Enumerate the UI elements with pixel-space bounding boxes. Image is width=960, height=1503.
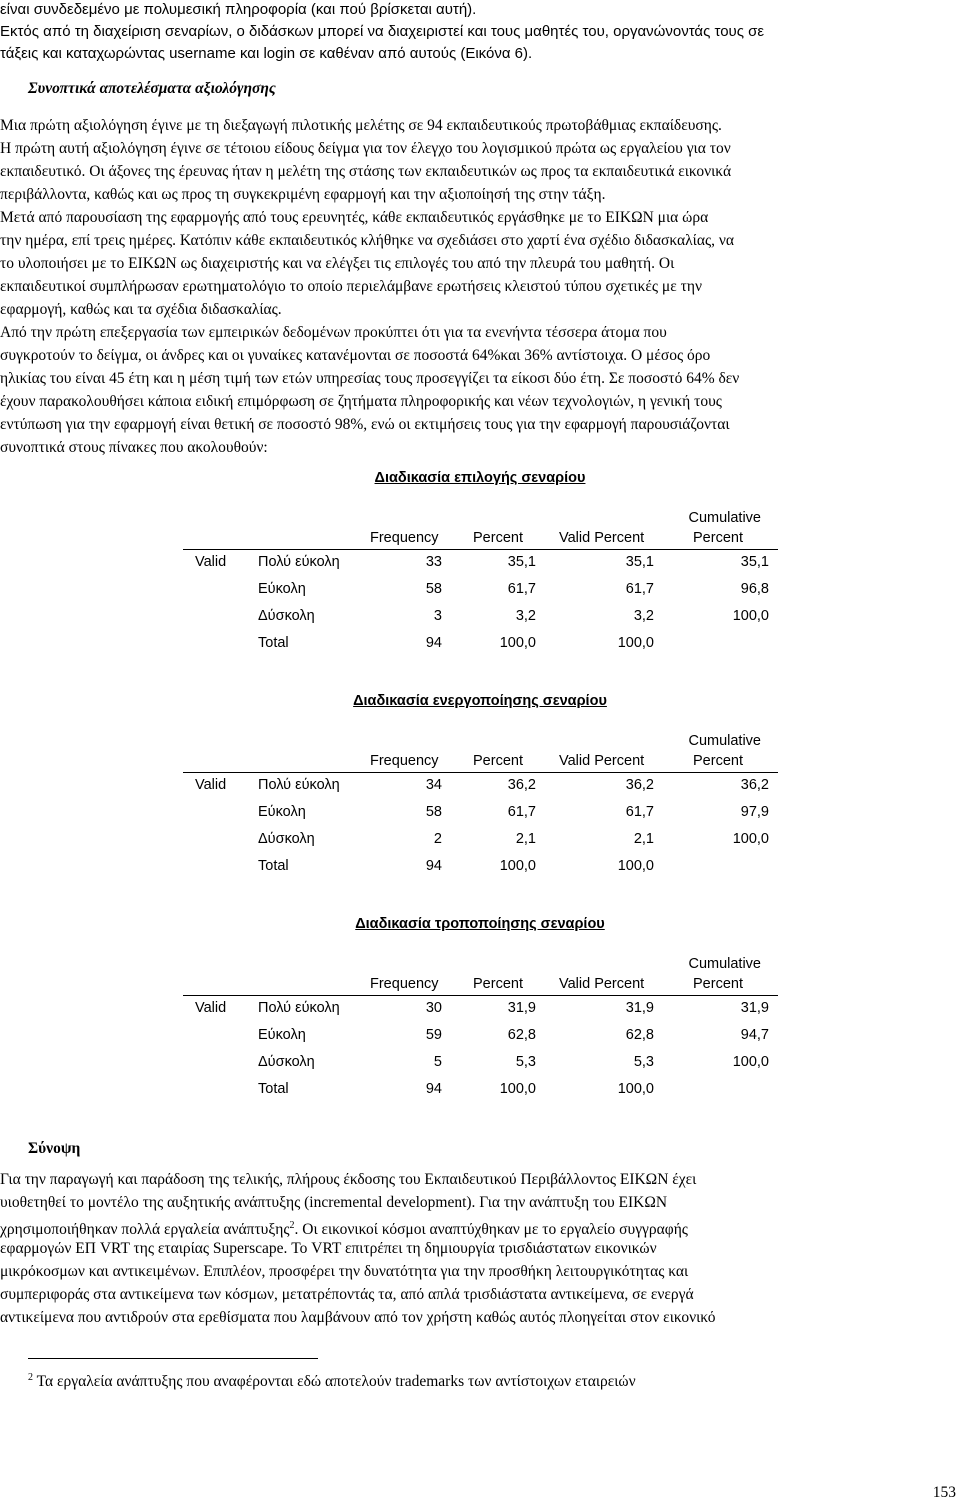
intro-line: τάξεις και καταχωρώντας username και login σε καθέναν από αυτούς (Εικόνα 6). — [0, 45, 533, 62]
text-line: Μετά από παρουσίαση της εφαρμογής από τους ερευνητές, κάθε εκπαιδευτικός εργάσθηκε με το ΕΙΚΩΝ μια ώρα — [0, 209, 709, 226]
row-frequency: 58 — [425, 581, 442, 597]
row-cumulative: 36,2 — [740, 777, 769, 793]
row-valid-percent: 100,0 — [617, 858, 654, 874]
row-cumulative: 97,9 — [740, 804, 769, 820]
row-frequency: 34 — [425, 777, 442, 793]
row-valid-percent: 62,8 — [625, 1027, 654, 1043]
row-cumulative: 31,9 — [740, 1000, 769, 1016]
row-frequency: 3 — [433, 608, 442, 624]
footnote-number: 2 — [28, 1372, 33, 1383]
row-cumulative: 100,0 — [732, 831, 769, 847]
header-cumulative-percent: Percent — [693, 753, 743, 769]
row-frequency: 33 — [425, 554, 442, 570]
row-label: Δύσκολη — [258, 831, 315, 847]
row-label: Total — [258, 858, 289, 874]
text-line: εφαρμογή, καθώς και τα σχέδια διδασκαλίας. — [0, 301, 282, 318]
row-cumulative: 94,7 — [740, 1027, 769, 1043]
text-line: Από την πρώτη επεξεργασία των εμπειρικών δεδομένων προκύπτει ότι για τα ενενήντα τέσσερα άτομα που — [0, 324, 667, 341]
text-line: έχουν παρακολουθήσει κάποια ειδική επιμόρφωση σε ζητήματα πληροφορικής και νέων τεχνολογιών, η γενική τους — [0, 393, 722, 410]
text-line: Για την παραγωγή και παράδοση της τελικής, πλήρους έκδοσης του Εκπαιδευτικού Περιβάλλοντος ΕΙΚΩΝ έχει — [0, 1171, 697, 1188]
row-label: Εύκολη — [258, 804, 306, 820]
row-valid-percent: 36,2 — [625, 777, 654, 793]
row-frequency: 94 — [425, 858, 442, 874]
intro-line: Εκτός από τη διαχείριση σεναρίων, ο διδάσκων μπορεί να διαχειριστεί και τους μαθητές του, οργανώνοντάς τους σε — [0, 23, 765, 40]
row-frequency: 5 — [433, 1054, 442, 1070]
row-label: Πολύ εύκολη — [258, 1000, 340, 1016]
row-label: Πολύ εύκολη — [258, 554, 340, 570]
row-valid-percent: 3,2 — [633, 608, 654, 624]
row-percent: 100,0 — [499, 858, 536, 874]
group-label: Valid — [195, 554, 227, 570]
table-title: Διαδικασία επιλογής σεναρίου — [374, 470, 586, 486]
text-line: εφαρμογών ΕΠ VRT της εταιρίας Superscape. Το VRT επιτρέπει τη δημιουργία τρισδιάστατων εικονικών — [0, 1240, 657, 1257]
row-valid-percent: 100,0 — [617, 635, 654, 651]
text-line: περιβάλλοντα, καθώς και ως προς τη συγκεκριμένη εφαρμογή και την αξιοποίησή της στην τάξη. — [0, 186, 606, 203]
row-valid-percent: 2,1 — [633, 831, 654, 847]
row-label: Total — [258, 635, 289, 651]
table-title: Διαδικασία ενεργοποίησης σεναρίου — [353, 693, 607, 709]
text-line: συνοπτικά στους πίνακες που ακολουθούν: — [0, 439, 268, 456]
section-heading: Συνοπτικά αποτελέσματα αξιολόγησης — [28, 80, 276, 97]
row-label: Πολύ εύκολη — [258, 777, 340, 793]
row-cumulative: 100,0 — [732, 608, 769, 624]
row-percent: 31,9 — [507, 1000, 536, 1016]
intro-line: είναι συνδεδεμένο με πολυμεσική πληροφορία (και πού βρίσκεται αυτή). — [0, 1, 477, 18]
header-cumulative: Cumulative — [688, 510, 761, 526]
footnote-text: Τα εργαλεία ανάπτυξης που αναφέρονται εδώ αποτελούν trademarks των αντίστοιχων εταιρειών — [33, 1373, 636, 1390]
text-segment: . Οι εικονικοί κόσμοι αναπτύχθηκαν με το εργαλείο συγγραφής — [294, 1221, 688, 1238]
group-label: Valid — [195, 1000, 227, 1016]
row-valid-percent: 31,9 — [625, 1000, 654, 1016]
header-percent: Percent — [473, 530, 523, 546]
text-line — [0, 1216, 688, 1240]
row-percent: 5,3 — [515, 1054, 536, 1070]
row-valid-percent: 61,7 — [625, 804, 654, 820]
footnote-rule — [28, 1358, 318, 1359]
synopsis-title: Σύνοψη — [28, 1140, 81, 1157]
header-percent: Percent — [473, 976, 523, 992]
header-frequency: Frequency — [370, 530, 439, 546]
text-line: υιοθετηθεί το μοντέλο της αυξητικής ανάπτυξης (incremental development). Για την ανάπτυξη του ΕΙΚΩΝ — [0, 1194, 668, 1211]
header-valid-percent: Valid Percent — [559, 530, 645, 546]
header-cumulative-percent: Percent — [693, 976, 743, 992]
row-valid-percent: 5,3 — [633, 1054, 654, 1070]
row-label: Total — [258, 1081, 289, 1097]
row-label: Δύσκολη — [258, 608, 315, 624]
row-frequency: 58 — [425, 804, 442, 820]
text-line: εντύπωση για την εφαρμογή είναι θετική σε ποσοστό 98%, ενώ οι εκτιμήσεις τους για την εφαρμογή παρουσιάζονται — [0, 416, 730, 433]
text-line: ηλικίας του είναι 45 έτη και η μέση τιμή των ετών υπηρεσίας τους προσεγγίζει τα είκοσι δύο έτη. Σε ποσοστό 64% δεν — [0, 370, 740, 387]
page-number: 153 — [932, 1484, 956, 1501]
header-frequency: Frequency — [370, 976, 439, 992]
row-frequency: 30 — [425, 1000, 442, 1016]
group-label: Valid — [195, 777, 227, 793]
row-frequency: 2 — [433, 831, 442, 847]
row-percent: 100,0 — [499, 1081, 536, 1097]
text-line: μικρόκοσμων και αντικειμένων. Επιπλέον, προσφέρει την δυνατότητα για την προσθήκη λειτουργικότητας και — [0, 1263, 689, 1280]
row-valid-percent: 35,1 — [625, 554, 654, 570]
row-percent: 3,2 — [515, 608, 536, 624]
text-line: εκπαιδευτικοί συμπλήρωσαν ερωτηματολόγιο το οποίο περιελάμβανε ερωτήσεις κλειστού τύπου σχετικές με την — [0, 278, 702, 295]
text-line: Η πρώτη αυτή αξιολόγηση έγινε σε τέτοιου είδους δείγμα για τον έλεγχο του λογισμικού πρώτα ως εργαλείου για τον — [0, 140, 731, 157]
row-label: Εύκολη — [258, 1027, 306, 1043]
text-segment: χρησιμοποιήθηκαν πολλά εργαλεία ανάπτυξης — [0, 1221, 290, 1238]
header-cumulative-percent: Percent — [693, 530, 743, 546]
row-frequency: 59 — [425, 1027, 442, 1043]
header-cumulative: Cumulative — [688, 956, 761, 972]
row-valid-percent: 61,7 — [625, 581, 654, 597]
header-valid-percent: Valid Percent — [559, 753, 645, 769]
footnote — [28, 1372, 636, 1391]
text-line: αντικείμενα που αντιδρούν στα ερεθίσματα που λαμβάνουν από τον χρήστη καθώς αυτός πλοηγείται στον εικονικό — [0, 1309, 716, 1326]
text-line: την ημέρα, επί τρεις ημέρες. Κατόπιν κάθε εκπαιδευτικός κλήθηκε να σχεδιάσει στο χαρτί ένα σχέδιο διδασκαλίας, να — [0, 232, 734, 249]
header-percent: Percent — [473, 753, 523, 769]
row-frequency: 94 — [425, 635, 442, 651]
row-label: Δύσκολη — [258, 1054, 315, 1070]
row-percent: 35,1 — [507, 554, 536, 570]
table-title: Διαδικασία τροποποίησης σεναρίου — [355, 916, 605, 932]
footnote-reference[interactable]: 2 — [289, 1220, 295, 1231]
header-frequency: Frequency — [370, 753, 439, 769]
row-percent: 61,7 — [507, 804, 536, 820]
row-cumulative: 100,0 — [732, 1054, 769, 1070]
row-percent: 2,1 — [515, 831, 536, 847]
header-valid-percent: Valid Percent — [559, 976, 645, 992]
row-label: Εύκολη — [258, 581, 306, 597]
text-line: το υλοποιήσει με το ΕΙΚΩΝ ως διαχειριστής και να ελέγξει τις επιλογές του από την πλευρά του μαθητή. Οι — [0, 255, 675, 272]
text-line: εκπαιδευτικό. Οι άξονες της έρευνας ήταν η μελέτη της στάσης των εκπαιδευτικών ως προς τα εκπαιδευτικά εικονικά — [0, 163, 732, 180]
row-cumulative: 96,8 — [740, 581, 769, 597]
text-line: συγκροτούν το δείγμα, οι άνδρες και οι γυναίκες κατανέμονται σε ποσοστά 64%και 36% αντίστοιχα. Ο μέσος όρο — [0, 347, 711, 364]
header-rule — [183, 995, 778, 996]
row-percent: 62,8 — [507, 1027, 536, 1043]
header-cumulative: Cumulative — [688, 733, 761, 749]
header-rule — [183, 549, 778, 550]
row-percent: 36,2 — [507, 777, 536, 793]
text-line: Μια πρώτη αξιολόγηση έγινε με τη διεξαγωγή πιλοτικής μελέτης σε 94 εκπαιδευτικούς πρωτοβάθμιας εκπαίδευσης. — [0, 117, 722, 134]
row-cumulative: 35,1 — [740, 554, 769, 570]
row-frequency: 94 — [425, 1081, 442, 1097]
row-percent: 100,0 — [499, 635, 536, 651]
header-rule — [183, 772, 778, 773]
text-line: συμπεριφοράς στα αντικείμενα των κόσμων, μετατρέποντάς τα, από απλά τρισδιάστατα αντικείμενα, σε ενεργά — [0, 1286, 694, 1303]
row-valid-percent: 100,0 — [617, 1081, 654, 1097]
row-percent: 61,7 — [507, 581, 536, 597]
